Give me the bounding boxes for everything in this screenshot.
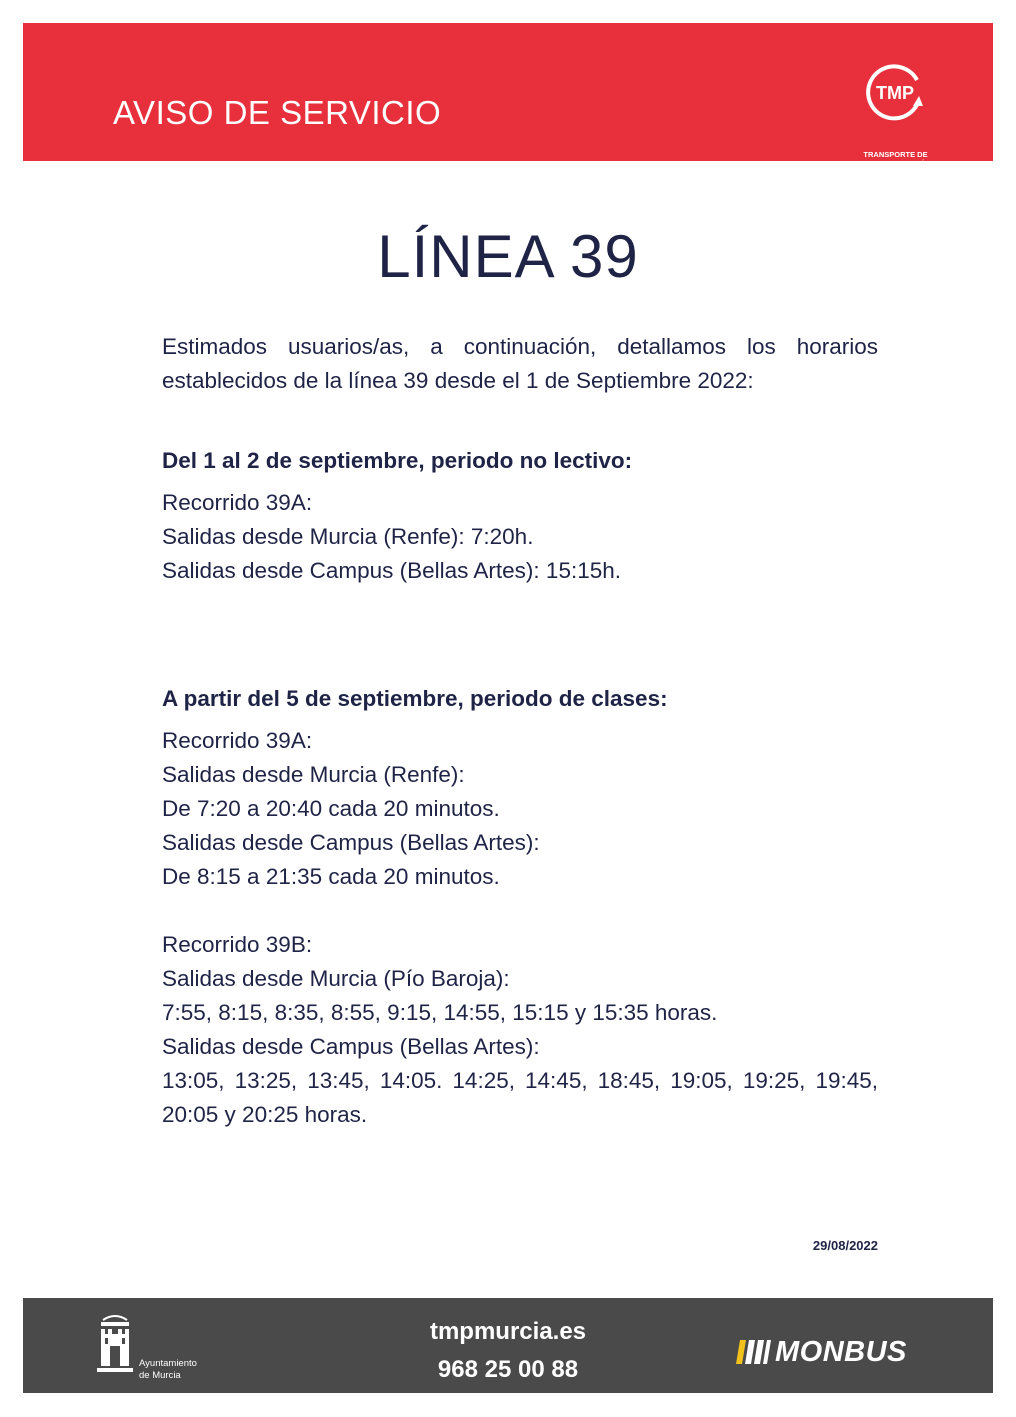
ayuntamiento-line2: de Murcia: [139, 1370, 181, 1381]
tmp-caption-line1: TRANSPORTE DE: [863, 150, 928, 159]
tmp-logo-caption: [828, 150, 963, 168]
intro-paragraph: Estimados usuarios/as, a continuación, detallamos los horarios establecidos de la línea 39 desde el 1 de Septiembre 2022:: [162, 334, 878, 393]
tmp-logo-icon: [863, 60, 927, 124]
tmp-logo-acronym: TMP: [876, 83, 914, 103]
section2-b-line: Salidas desde Campus (Bellas Artes):: [162, 1034, 540, 1059]
monbus-wordmark: MONBUS: [775, 1336, 907, 1368]
footer-phone[interactable]: 968 25 00 88: [437, 1356, 579, 1383]
section2-a-line: De 8:15 a 21:35 cada 20 minutos.: [162, 864, 500, 889]
footer-banner: [23, 1298, 993, 1393]
section1-heading: Del 1 al 2 de septiembre, periodo no lectivo:: [162, 448, 633, 473]
tmp-logo: [828, 60, 963, 170]
monbus-stripes-icon: [735, 1340, 771, 1364]
section2-heading: A partir del 5 de septiembre, periodo de clases:: [162, 686, 668, 711]
section2-a-line: Recorrido 39A:: [162, 728, 313, 753]
page-title: LÍNEA 39: [377, 223, 639, 290]
section2-b-line: Salidas desde Murcia (Pío Baroja):: [162, 966, 510, 991]
monbus-logo: [735, 1336, 915, 1368]
section1-line: Recorrido 39A:: [162, 490, 313, 515]
ayuntamiento-line1: Ayuntamiento: [139, 1358, 197, 1369]
section2-b-line: Recorrido 39B:: [162, 932, 313, 957]
section2-a-line: Salidas desde Campus (Bellas Artes):: [162, 830, 540, 855]
section1-line: Salidas desde Murcia (Renfe): 7:20h.: [162, 524, 534, 549]
tmp-caption-line2: MURCIA Y PEDANÍAS: [856, 159, 935, 168]
header-banner: [23, 23, 993, 168]
campus-times: 13:05, 13:25, 13:45, 14:05. 14:25, 14:45, 18:45, 19:05, 19:25, 19:45, 20:05 y 20:25 horas.: [162, 1068, 878, 1127]
section1-line: Salidas desde Campus (Bellas Artes): 15:15h.: [162, 558, 621, 583]
footer-website[interactable]: tmpmurcia.es: [429, 1318, 587, 1345]
section2-a-line: Salidas desde Murcia (Renfe):: [162, 762, 465, 787]
section2-a-line: De 7:20 a 20:40 cada 20 minutos.: [162, 796, 500, 821]
notice-body: [162, 330, 878, 1132]
notice-date: 29/08/2022: [812, 1238, 878, 1253]
section2-b-line: 7:55, 8:15, 8:35, 8:55, 9:15, 14:55, 15:15 y 15:35 horas.: [162, 1000, 718, 1025]
header-title: AVISO DE SERVICIO: [113, 94, 442, 131]
